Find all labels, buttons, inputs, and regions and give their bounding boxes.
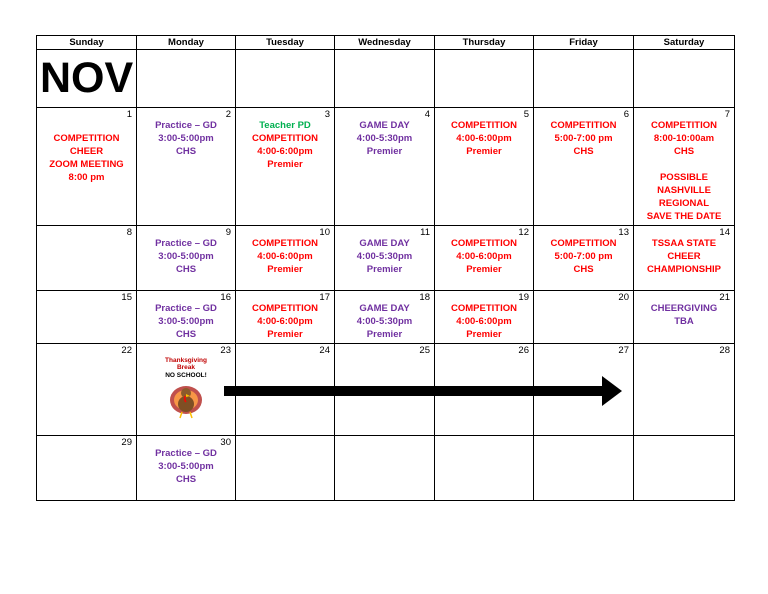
november-calendar (36, 35, 735, 501)
month-title: NOV (40, 54, 134, 102)
day-cell-saturday (634, 226, 735, 291)
day-number: 6 (623, 109, 629, 120)
day-number: 7 (724, 109, 730, 120)
event-line (634, 158, 734, 171)
event-line: COMPETITION (252, 238, 318, 249)
week-row (37, 226, 735, 291)
weekday-tuesday: Tuesday (236, 36, 335, 50)
event-block (534, 119, 633, 158)
event-block (634, 302, 734, 328)
week-row (37, 291, 735, 344)
event-line: 4:00-6:00pm (456, 316, 512, 327)
day-number: 9 (225, 227, 231, 238)
event-line: COMPETITION (53, 133, 120, 144)
event-line: 3:00-5:00pm (158, 251, 214, 262)
thanksgiving-line1: Thanksgiving (165, 357, 207, 364)
break-arrow-icon (224, 376, 624, 408)
day-number: 10 (319, 227, 330, 238)
event-line: CHEER (69, 146, 104, 157)
day-cell-saturday (634, 291, 735, 344)
event-line: GAME DAY (359, 303, 410, 314)
month-title-cell (37, 50, 137, 108)
day-cell-wednesday (335, 226, 435, 291)
event-line: 4:00-6:00pm (456, 133, 512, 144)
event-block (137, 447, 235, 486)
day-number: 5 (523, 109, 529, 120)
event-line: REGIONAL (658, 198, 710, 209)
event-line: 5:00-7:00 pm (554, 251, 613, 262)
event-line: 3:00-5:00pm (158, 461, 214, 472)
event-block (335, 237, 434, 276)
weekday-wednesday: Wednesday (335, 36, 435, 50)
day-number: 21 (719, 292, 730, 303)
weekday-monday: Monday (137, 36, 236, 50)
event-line: COMPETITION (252, 133, 318, 144)
event-line: 4:00-6:00pm (257, 316, 313, 327)
event-block (435, 119, 533, 158)
event-line: COMPETITION (550, 120, 617, 131)
day-number: 3 (324, 109, 330, 120)
event-block (137, 119, 235, 158)
event-line: SAVE THE DATE (646, 211, 722, 222)
day-cell-monday (137, 436, 236, 501)
arrow-head (602, 376, 622, 406)
event-line: Premier (267, 264, 303, 275)
day-number: 19 (518, 292, 529, 303)
weekday-saturday: Saturday (634, 36, 735, 50)
event-line: Practice – GD (155, 303, 217, 314)
event-block (37, 119, 136, 184)
event-line: CHS (175, 146, 197, 157)
event-line: CHEERGIVING (650, 303, 718, 314)
weekday-header-row (37, 36, 735, 50)
event-line: GAME DAY (359, 120, 410, 131)
day-number: 29 (121, 437, 132, 448)
event-line: Premier (366, 264, 403, 275)
day-number: 26 (518, 345, 529, 356)
thanksgiving-line2: Break (176, 364, 196, 371)
day-cell-thursday (435, 108, 534, 226)
event-line: TSSAA STATE (651, 238, 717, 249)
event-line: 5:00-7:00 pm (554, 133, 613, 144)
day-number: 8 (126, 227, 132, 238)
day-number: 11 (420, 227, 430, 238)
day-cell-tuesday (236, 226, 335, 291)
day-number: 16 (220, 292, 231, 303)
event-line: COMPETITION (651, 120, 717, 131)
day-cell-thursday (435, 436, 534, 501)
day-cell-monday (137, 291, 236, 344)
event-block (236, 119, 334, 171)
arrow-shaft (224, 386, 602, 396)
event-line: GAME DAY (359, 238, 410, 249)
blank-cell (634, 50, 735, 108)
event-line: 8:00-10:00am (653, 133, 715, 144)
week-row (37, 436, 735, 501)
day-cell-thursday (435, 291, 534, 344)
day-number: 20 (618, 292, 629, 303)
event-line: COMPETITION (451, 120, 517, 131)
event-line: Premier (366, 329, 403, 340)
day-number: 18 (419, 292, 430, 303)
day-cell-sunday (37, 108, 137, 226)
event-line: COMPETITION (252, 303, 318, 314)
week-row (37, 108, 735, 226)
day-number: 27 (618, 345, 629, 356)
day-cell-saturday (634, 344, 735, 436)
day-number: 13 (618, 227, 629, 238)
event-line: 4:00-5:30pm (356, 251, 413, 262)
event-line: Premier (466, 329, 502, 340)
day-number: 2 (225, 109, 231, 120)
event-block (335, 302, 434, 341)
event-line: 4:00-6:00pm (456, 251, 512, 262)
event-block (435, 302, 533, 341)
event-line: CHS (673, 146, 695, 157)
day-cell-friday (534, 226, 634, 291)
day-cell-wednesday (335, 436, 435, 501)
event-line: CHEER (667, 251, 701, 262)
event-line: 4:00-6:00pm (257, 251, 313, 262)
thanksgiving-turkey-graphic (162, 354, 210, 420)
day-number: 24 (319, 345, 330, 356)
day-cell-sunday (37, 291, 137, 344)
event-block (137, 237, 235, 276)
event-block (534, 237, 633, 276)
blank-cell (435, 50, 534, 108)
event-block (634, 237, 734, 276)
day-number: 30 (220, 437, 231, 448)
day-cell-tuesday (236, 108, 335, 226)
event-line: Premier (466, 146, 502, 157)
event-line: Practice – GD (155, 238, 217, 249)
blank-cell (137, 50, 236, 108)
event-block (634, 119, 734, 223)
event-line: COMPETITION (451, 303, 517, 314)
day-cell-monday (137, 108, 236, 226)
event-line: 4:00-5:30pm (356, 316, 413, 327)
weekday-thursday: Thursday (435, 36, 534, 50)
day-cell-thursday (435, 226, 534, 291)
turkey-body (178, 396, 194, 412)
event-line: CHS (573, 264, 594, 275)
day-number: 17 (319, 292, 330, 303)
day-number: 4 (424, 109, 430, 120)
event-line (37, 119, 136, 132)
event-line: 4:00-5:30pm (356, 133, 413, 144)
event-line: Teacher PD (259, 120, 311, 131)
day-cell-sunday (37, 436, 137, 501)
event-block (236, 237, 334, 276)
day-number: 23 (220, 345, 231, 356)
event-line: Premier (466, 264, 502, 275)
day-number: 22 (121, 345, 132, 356)
event-line: CHS (573, 146, 594, 157)
day-number: 25 (419, 345, 430, 356)
day-cell-friday (534, 108, 634, 226)
event-line: 4:00-6:00pm (257, 146, 313, 157)
day-cell-sunday (37, 344, 137, 436)
event-line: 3:00-5:00pm (158, 316, 214, 327)
event-block (236, 302, 334, 341)
event-line: NASHVILLE (657, 185, 711, 196)
event-line: Practice – GD (155, 448, 217, 459)
event-block (335, 119, 434, 158)
event-line: 3:00-5:00pm (158, 133, 214, 144)
day-number: 14 (719, 227, 730, 238)
event-line: TBA (674, 316, 694, 327)
month-title-row (37, 50, 735, 108)
event-line: POSSIBLE (659, 172, 709, 183)
event-line: Premier (267, 159, 303, 170)
day-number: 28 (719, 345, 730, 356)
day-cell-wednesday (335, 108, 435, 226)
event-line: 8:00 pm (68, 172, 105, 183)
event-line: COMPETITION (451, 238, 517, 249)
day-cell-sunday (37, 226, 137, 291)
day-number: 12 (518, 227, 529, 238)
day-cell-saturday (634, 108, 735, 226)
event-line: ZOOM MEETING (49, 159, 124, 170)
day-cell-tuesday (236, 436, 335, 501)
event-line: Premier (267, 329, 303, 340)
event-line: CHS (175, 329, 197, 340)
event-line: CHS (175, 264, 197, 275)
day-cell-monday (137, 226, 236, 291)
day-cell-saturday (634, 436, 735, 501)
weekday-friday: Friday (534, 36, 634, 50)
event-line: Premier (366, 146, 403, 157)
event-line: CHS (175, 474, 197, 485)
event-block (137, 302, 235, 341)
event-line: Practice – GD (155, 120, 217, 131)
event-line: COMPETITION (550, 238, 617, 249)
day-cell-tuesday (236, 291, 335, 344)
thanksgiving-line3: NO SCHOOL! (165, 372, 207, 379)
day-cell-friday (534, 436, 634, 501)
day-cell-wednesday (335, 291, 435, 344)
day-cell-friday (534, 291, 634, 344)
blank-cell (335, 50, 435, 108)
day-number: 15 (121, 292, 132, 303)
weekday-sunday: Sunday (37, 36, 137, 50)
blank-cell (534, 50, 634, 108)
event-line: CHAMPIONSHIP (647, 264, 721, 275)
event-block (435, 237, 533, 276)
day-number: 1 (126, 109, 132, 120)
blank-cell (236, 50, 335, 108)
